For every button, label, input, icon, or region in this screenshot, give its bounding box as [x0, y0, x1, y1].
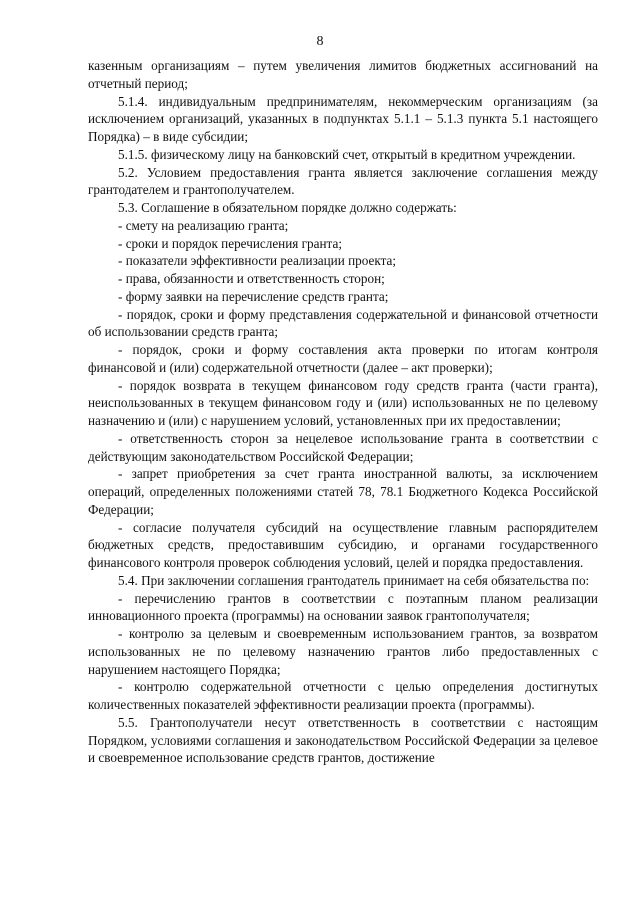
list-item: - порядок, сроки и форму составления акта проверки по итогам контроля финансовой и (или) содержательной отчетности (далее – акт проверки);	[88, 342, 598, 375]
list-item: - показатели эффективности реализации проекта;	[118, 253, 397, 269]
list-item: - порядок возврата в текущем финансовом году средств гранта (части гранта), неиспользованных в текущем финансовом году и (или) использованных не по целевому назначению и (или) с нарушением условий, установленных при их предоставлении;	[88, 377, 598, 428]
list-item: - сроки и порядок перечисления гранта;	[118, 235, 343, 251]
list-item: - ответственность сторон за нецелевое использование гранта в соответствии с действующим законодательством Российской Федерации;	[88, 430, 598, 464]
page-number: 8	[316, 34, 324, 49]
list-item: - контролю содержательной отчетности с целью определения достигнутых количественных показателей эффективности реализации проекта (программы).	[88, 679, 598, 712]
document-body	[88, 57, 598, 767]
list-item: - контролю за целевым и своевременным использованием грантов, за возвратом использованных не по целевому назначению грантов либо предоставленных с нарушением настоящего Порядка;	[88, 626, 598, 677]
paragraph: 5.3. Соглашение в обязательном порядке должно содержать:	[118, 200, 457, 215]
list-item: - форму заявки на перечисление средств гранта;	[118, 288, 389, 304]
paragraph: 5.1.5. физическому лицу на банковский счет, открытый в кредитном учреждении.	[118, 146, 576, 162]
list-item: - запрет приобретения за счет гранта иностранной валюты, за исключением операций, определенных положениями статей 78, 78.1 Бюджетного Кодекса Российской Федерации;	[88, 466, 598, 517]
paragraph: 5.4. При заключении соглашения грантодатель принимает на себя обязательства по:	[118, 572, 590, 588]
list-item: - смету на реализацию гранта;	[118, 217, 289, 233]
paragraph: 5.1.4. индивидуальным предпринимателям, некоммерческим организациям (за исключением организаций, указанных в подпунктах 5.1.1 – 5.1.3 пункта 5.1 настоящего Порядка) – в виде субсидии;	[88, 93, 598, 144]
list-item: - порядок, сроки и форму представления содержательной и финансовой отчетности об использовании средств гранта;	[88, 306, 598, 340]
list-item: - перечислению грантов в соответствии с поэтапным планом реализации инновационного проекта (программы) на основании заявок грантополучателя;	[88, 590, 598, 624]
paragraph: 5.2. Условием предоставления гранта является заключение соглашения между грантодателем и грантополучателем.	[88, 164, 598, 198]
paragraph: казенным организациям – путем увеличения лимитов бюджетных ассигнований на отчетный период;	[88, 58, 598, 91]
list-item: - согласие получателя субсидий на осуществление главным распорядителем бюджетных средств, предоставившим субсидию, и органами государственного финансового контроля проверок соблюдения условий, целей и порядка предоставления.	[88, 519, 598, 570]
paragraph: 5.5. Грантополучатели несут ответственность в соответствии с настоящим Порядком, условиями соглашения и законодательством Российской Федерации за целевое и своевременное использование средств грантов, достижение	[88, 714, 598, 766]
list-item: - права, обязанности и ответственность сторон;	[118, 271, 385, 286]
